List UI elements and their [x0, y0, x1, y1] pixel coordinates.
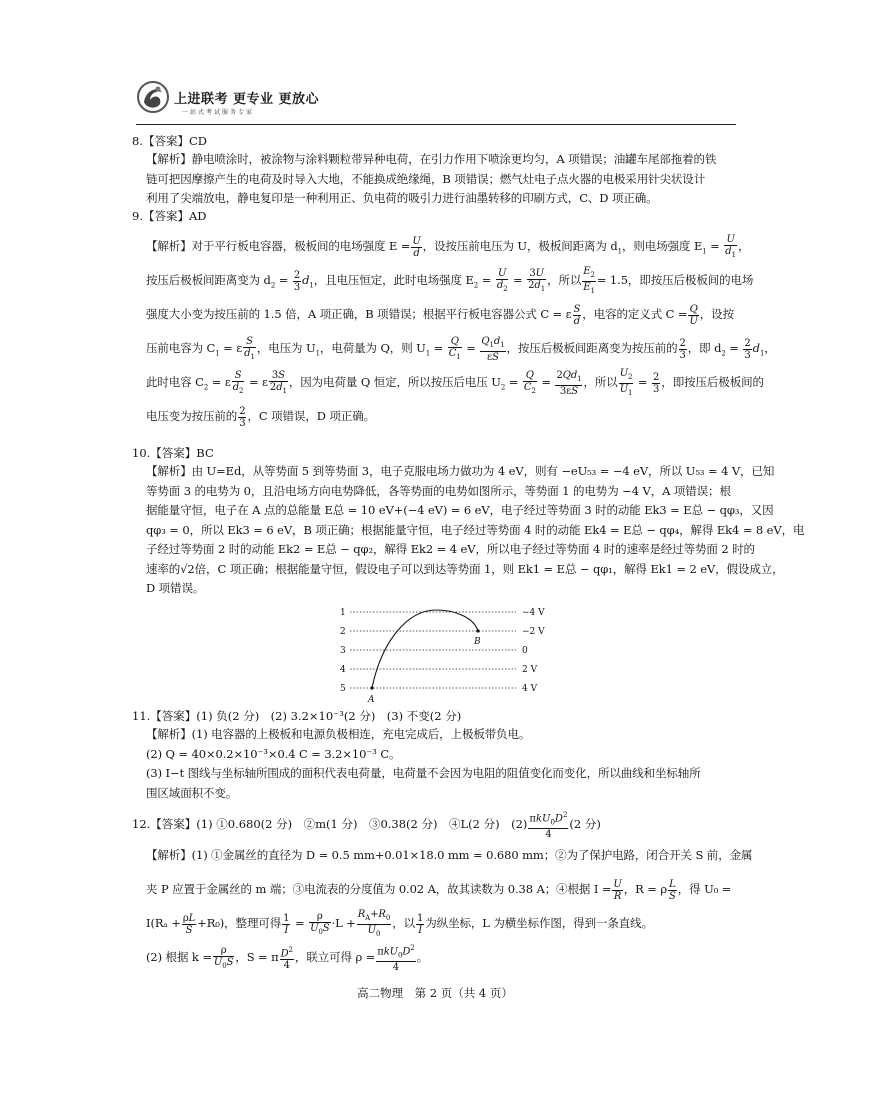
q9-line-4: 压前电容为 $C_1 = \varepsilon$ $\frac{S}{d_1}$ ，电压为 $U_1$，电荷量为 Q，则 $U_1$ = $\frac{Q}{C_1}$ = $\frac{Q_1d_1}{\varepsilon S}$ ，按压后极板间距离变为按压前的 $\frac{2}{3}$ ，即 $d_2$ = $\frac{2}{3}$ $d_1$，	[146, 335, 776, 363]
level-label: 2	[340, 627, 346, 637]
q11-answer: 11.【答案】(1) 负(2 分) (2) 3.2×10⁻³(2 分) (3) 不变(2 分)	[132, 709, 462, 723]
q10-line: 子经过等势面 2 时的动能 Ek2 = E总 − qφ₂，解得 Ek2 = 4 eV，所以电子经过等势面 4 时的速率是经过等势面 2 时的	[146, 542, 755, 556]
header-divider	[136, 124, 736, 125]
potential-label: 4 V	[522, 684, 538, 694]
q10-line: qφ₃ = 0，所以 Ek3 = 6 eV，B 项正确；根据能量守恒，电子经过等势面 4 时的动能 Ek4 = E总 − qφ₄，解得 Ek4 = 8 eV，电	[146, 522, 805, 537]
q12-analysis	[146, 838, 753, 974]
q9-line-1: 【解析】对于平行板电容器，极板间的电场强度 E = $\frac{U}{d}$ ，设按压前电压为 U，极板间距离为 $d_1$，则电场强度 $E_1$ = $\frac{U}{d_1}$ ，	[146, 233, 750, 259]
q9-line-6: 电压变为按压前的 $\frac{2}{3}$ ，C 项错误，D 项正确。	[146, 405, 375, 429]
q8-line: 【解析】静电喷涂时，被涂物与涂料颗粒带异种电荷，在引力作用下喷涂更均匀，A 项错误；油罐车尾部拖着的铁	[146, 152, 717, 166]
brand-logo-icon	[136, 80, 170, 114]
q9-line-2: 按压后极板间距离变为 $d_2$ = $\frac{2}{3}$ $d_1$，且电压恒定，此时电场强度 $E_2$ = $\frac{U}{d_2}$ = $\frac{3U}{2d_1}$ ，所以 $\frac{E_2}{E_1}$ = 1.5，即按压后极板间的电场	[146, 265, 754, 295]
q9-line-3: 强度大小变为按压前的 1.5 倍，A 项正确，B 项错误；根据平行板电容器公式 C = ε $\frac{S}{d}$ ，电容的定义式 C = $\frac{Q}{U}$ ，设按	[146, 303, 734, 327]
level-label: 4	[340, 665, 346, 675]
q11-analysis	[146, 725, 738, 803]
equipotential-diagram	[336, 604, 556, 704]
point-a-label: A	[368, 695, 375, 704]
q10-line: D 项错误。	[146, 581, 205, 595]
q10-answer: 10.【答案】BC	[132, 446, 214, 460]
q10-analysis	[146, 462, 805, 599]
potential-label: 2 V	[522, 665, 538, 675]
point-b-label: B	[474, 637, 481, 647]
q12-line-2: 夹 P 应置于金属丝的 m 端；③电流表的分度值为 0.02 A，故其读数为 0.38 A；④根据 I = $\frac{U}{R}$ ，R = ρ $\frac{L}{S}$ ，得 U₀ =	[146, 878, 732, 902]
page-footer: 高二物理 第 2 页（共 4 页）	[357, 986, 513, 1000]
q8-analysis	[146, 150, 738, 209]
level-label: 1	[340, 608, 346, 618]
q10-line: 据能量守恒，电子在 A 点的总能量 E总 = 10 eV+(−4 eV) = 6 eV，电子经过等势面 3 时的动能 Ek3 = E总 − qφ₃，又因	[146, 503, 774, 517]
q11-line: (3) I−t 图线与坐标轴所围成的面积代表电荷量，电荷量不会因为电阻的阻值变化而变化，所以曲线和坐标轴所	[146, 766, 701, 780]
level-label: 3	[340, 646, 346, 656]
q12-line-4: (2) 根据 k = $\frac{\rho}{U_0S}$ ，S = π $\frac{D^2}{4}$ ，联立可得 ρ = $\frac{\pi kU_0D^2}{4}$ 。	[146, 943, 429, 974]
q9-answer: 9.【答案】AD	[132, 209, 207, 223]
q11-line: 围区域面积不变。	[146, 785, 238, 800]
q12-answer: 12.【答案】(1) ①0.680(2 分) ②m(1 分) ③0.38(2 分) ④L(2 分) (2) $\frac{\pi kU_0D^2}{4}$ (2 分)	[132, 811, 601, 841]
q12-line-1: 【解析】(1) ①金属丝的直径为 D = 0.5 mm+0.01×18.0 mm = 0.680 mm；②为了保护电路，闭合开关 S 前，金属	[146, 848, 753, 862]
q9-line-5: 此时电容 $C_2 = \varepsilon$ $\frac{S}{d_2}$ = ε $\frac{3S}{2d_1}$ ，因为电荷量 Q 恒定，所以按压后电压 $U_2$ = $\frac{Q}{C_2}$ = $\frac{2Qd_1}{3\varepsilon S}$ ，所以 $\frac{U_2}{U_1}$ = $\frac{2}{3}$ ，即按压后极板间的	[146, 367, 764, 397]
q11-line: 【解析】(1) 电容器的上极板和电源负极相连，充电完成后，上极板带负电。	[146, 727, 531, 741]
q12-line-3: I(Rₐ + $\frac{\rho L}{S}$ +R₀)，整理可得 $\frac{1}{I}$ = $\frac{\rho}{U_0S}$ ·L + $\frac{R_A+R_0}{U_0}$ ，以 $\frac{1}{I}$ 为纵坐标，L 为横坐标作图，得到一条直线。	[146, 908, 653, 938]
electron-trajectory	[372, 610, 478, 688]
potential-label: −2 V	[522, 627, 545, 637]
potential-label: −4 V	[522, 608, 545, 618]
q8-line: 利用了尖端放电，静电复印是一种利用正、负电荷的吸引力进行油墨转移的印刷方式，C、D 项正确。	[146, 191, 658, 205]
point-b-dot	[476, 629, 479, 632]
brand-slogan: 一站式考试服务专家	[182, 109, 255, 116]
q8-line: 链可把因摩擦产生的电荷及时导入大地，不能换成绝缘绳，B 项错误；燃气灶电子点火器的电极采用针尖状设计	[146, 171, 706, 186]
q9-analysis	[146, 229, 776, 433]
point-a-dot	[370, 686, 373, 689]
header	[136, 80, 736, 124]
q10-line: 等势面 3 的电势为 0，且沿电场方向电势降低，各等势面的电势如图所示，等势面 1 的电势为 −4 V，A 项错误；根	[146, 483, 731, 498]
brand-name: 上进联考 更专业 更放心	[174, 92, 320, 107]
q10-line: 【解析】由 U=Ed，从等势面 5 到等势面 3，电子克服电场力做功为 4 eV，则有 −eU₅₃ = −4 eV，所以 U₅₃ = 4 V，已知	[146, 464, 775, 478]
q11-line: (2) Q = 40×0.2×10⁻³×0.4 C = 3.2×10⁻³ C。	[146, 746, 401, 761]
q10-line: 速率的√2倍，C 项正确；根据能量守恒，假设电子可以到达等势面 1，则 Ek1 = E总 − qφ₁，解得 Ek1 = 2 eV，假设成立，	[146, 561, 784, 576]
q8-answer: 8.【答案】CD	[132, 134, 207, 148]
potential-label: 0	[522, 646, 528, 656]
level-label: 5	[340, 684, 346, 694]
